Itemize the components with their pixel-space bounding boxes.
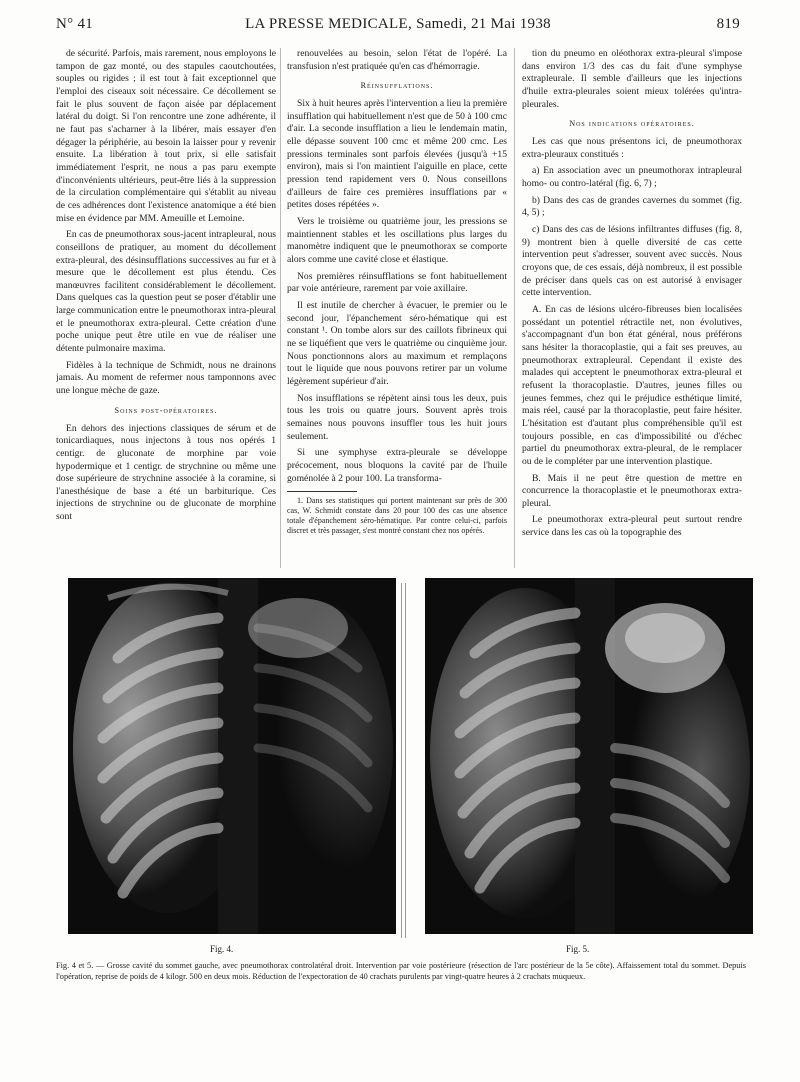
paragraph: Si une symphyse extra-pleurale se développe précocement, nous bloquons la cavité par de l'huile goménolée à 2 pour 100. La transforma- (287, 447, 507, 484)
paragraph: En dehors des injections classiques de sérum et de tonicardiaques, nous injectons à tous nos opérés 1 centigr. de gluconate de morphine par voie hypodermique et 1 centigr. de strychnine ou même une dose supérieure de strychnine associée à la coramine, si l'anesthésique de base a été un barbiturique. Ces injections de strychnine ou de gluconate de morphine sont (56, 422, 276, 523)
paragraph: Les cas que nous présentons ici, de pneumothorax extra-pleuraux constitués : (522, 136, 742, 160)
paragraph: a) En association avec un pneumothorax intrapleural homo- ou contro-latéral (fig. 6, 7) ; (522, 165, 742, 190)
paragraph: Le pneumothorax extra-pleural peut surtout rendre service dans les cas où la topographie des (522, 514, 742, 539)
paragraph: c) Dans des cas de lésions infiltrantes diffuses (fig. 8, 9) montrent bien à quelle diversité de cas cette intervention peut s'adresser, souvent avec succès. Nous croyons que, de ces essais, déjà nombreux, il est possible de préciser dans quels cas on est autorisé à envisager cette intervention. (522, 224, 742, 299)
page-header (56, 16, 740, 38)
figure-label-5: Fig. 5. (566, 944, 590, 954)
figure-label-4: Fig. 4. (210, 944, 234, 954)
footnote-rule (287, 491, 357, 492)
journal-title: LA PRESSE MEDICALE, Samedi, 21 Mai 1938 (245, 16, 551, 32)
paragraph: Fidèles à la technique de Schmidt, nous ne drainons jamais. Au moment de refermer nous tamponnons avec une longue mèche de gaze. (56, 359, 276, 397)
text-column-3 (522, 48, 742, 558)
paragraph: Il est inutile de chercher à évacuer, le premier ou le second jour, l'épanchement séro-hématique qui est constant ¹. On tombe alors sur des caillots fibrineux qui ne se liquéfient que vers le quatrième ou cinquième jour. Nous ponctionnons alors au maximum et remplaçons tout le liquide que nous pouvons retirer par un volume légèrement supérieur d'air. (287, 299, 507, 387)
paragraph: Nos insufflations se répètent ainsi tous les deux, puis tous les trois ou quatre jours. Souvent après trois semaines nous pouvons insuffler tous les huit jours seulement. (287, 392, 507, 442)
text-column-2 (287, 48, 507, 558)
footnote: 1. Dans ses statistiques qui portent maintenant sur près de 300 cas, W. Schmidt constate dans 20 pour 100 des cas une absence totale d'épanchement séro-hématique. Par contre celui-ci, parfois discret et très passager, s'est montré constant chez nos opérés. (287, 496, 507, 536)
xray-figure-5 (425, 578, 753, 934)
paragraph: tion du pneumo en oléothorax extra-pleural s'impose dans environ 1/3 des cas du fait d'une symphyse extrapleurale. Il semble d'ailleurs que les injections d'huile extra-pleurales soient mieux tolérées qu'intra-pleurales. (522, 48, 742, 110)
figure-divider (405, 583, 406, 938)
figure-caption: Fig. 4 et 5. — Grosse cavité du sommet gauche, avec pneumothorax controlatéral droit. Intervention par voie postérieure (résection de l'arc postérieur de la 5e côte). Affaissement total du sommet. Depuis l'opération, reprise de poids de 4 kilogr. 500 en deux mois. Réduction de l'expectoration de 40 crachats purulents par vingt-quatre heures à 2 crachats muqueux. (56, 961, 746, 982)
paragraph: A. En cas de lésions ulcéro-fibreuses bien localisées possédant un potentiel rétractile net, non évolutives, s'accompagnant d'un bon état général, nous préférons sans hésiter la thoracoplastie, qui a fait ses preuves, au pneumothorax extrapleural. Cependant il existe des malades qui acceptent le pneumothorax extra-pleural et refusent la thoracoplastie. D'autres, jeunes filles ou jeunes femmes, chez qui le préjudice esthétique limité, mais réel, causé par la thoracoplastie, peut faire hésiter. L'hésitation est d'autant plus compréhensible qu'il est toujours possible, en cas d'impossibilité ou d'échec partiel du pneumothorax extra-pleural, de le remplacer ou de le compléter par une intervention plastique. (522, 303, 742, 467)
paragraph: Vers le troisième ou quatrième jour, les pressions se maintiennent stables et les oscillations plus larges du manomètre indiquent que le pneumothorax se comporte alors comme une cavité close et élastique. (287, 216, 507, 266)
section-heading: Soins post-opératoires. (114, 405, 218, 415)
column-divider (514, 48, 515, 568)
paragraph: En cas de pneumothorax sous-jacent intrapleural, nous conseillons de pratiquer, au moment du décollement extra-pleural, des désinsufflations successives au fur et à mesure que le décollement est plus étendu. Ces manœuvres facilitent considérablement le décollement. Dans quelques cas la question peut se poser d'établir une large communication entre le pneumothorax intra-pleural et le pneumothorax extra-pleural. Cette création d'une poche unique peut être utile en vue de réaliser une détente pulmonaire maxima. (56, 229, 276, 355)
section-heading: Réinsufflations. (360, 81, 434, 91)
xray-figure-4 (68, 578, 396, 934)
paragraph: Six à huit heures après l'intervention a lieu la première insufflation qui habituellement n'est que de 50 à 100 cmc d'air. La seconde insufflation a lieu le lendemain matin, elle dépasse souvent 100 cmc et même 200 cmc. Les pressions terminales sont parfois élevées (jusqu'à +15 environ), mais si l'on maintient l'aiguille en place, cette pression tend rapidement vers 0. Nous conseillons d'ailleurs de faire ces premières insufflations par « petites doses répétées ». (287, 98, 507, 211)
section-heading: Nos indications opératoires. (569, 119, 695, 129)
page-number: 819 (716, 16, 740, 32)
issue-number: N° 41 (56, 16, 94, 32)
paragraph: B. Mais il ne peut être question de mettre en concurrence la thoracoplastie et le pneumothorax extra-pleural. (522, 472, 742, 509)
text-column-1 (56, 48, 276, 558)
paragraph: renouvelées au besoin, selon l'état de l'opéré. La transfusion n'est pratiquée qu'en cas d'hémorragie. (287, 48, 507, 72)
paragraph: b) Dans des cas de grandes cavernes du sommet (fig. 4, 5) ; (522, 194, 742, 219)
column-divider (280, 48, 281, 568)
figure-divider (401, 583, 402, 938)
paragraph: de sécurité. Parfois, mais rarement, nous employons le tampon de gaz monté, ou des stapules caoutchoutées, souples ou rigides ; il est tout à fait exceptionnel que l'emploi des ciseaux soit nécessaire. Ce décollement se fait le plus souvent de façon aisée par déplacement latéral du doigt. Si l'on rencontre une zone adhérente, il ne faut pas s'acharner à la libérer, mais essayer d'en dégager la périphérie, au besoin la laisser pour y revenir ensuite. La libération à tout prix, si elle satisfait immédiatement l'esprit, ne nous a pas paru exempte d'inconvénients ultérieurs, peut-être liés à la suppression de la circulation complémentaire qui s'établit au niveau de ces adhérences dont l'existence anatomique a été bien mise en évidence par MM. Ameuille et Lemoine. (56, 48, 276, 224)
paragraph: Nos premières réinsufflations se font habituellement par voie antérieure, rarement par voie axillaire. (287, 270, 507, 295)
